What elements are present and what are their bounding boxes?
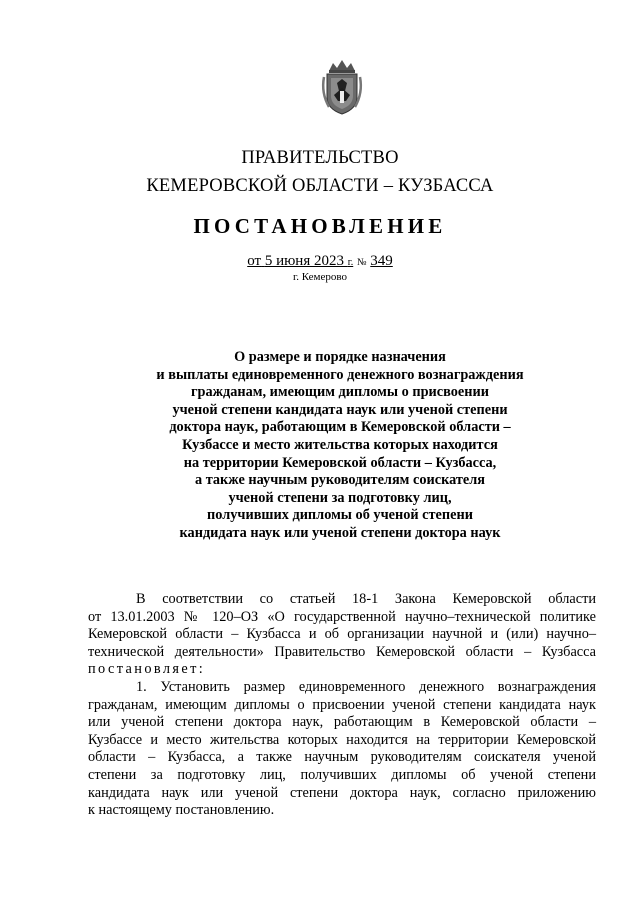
- title-line: гражданам, имеющим дипломы о присвоении: [191, 384, 489, 401]
- decree-dateline: [0, 253, 640, 270]
- government-name-line2: КЕМЕРОВСКОЙ ОБЛАСТИ – КУЗБАССА: [146, 176, 494, 196]
- title-line: Кузбассе и место жительства которых находится: [182, 436, 498, 453]
- item1-line: Кузбассе и место жительства которых находится на территории Кемеровской: [88, 731, 596, 748]
- item1-line: 1. Установить размер единовременного денежного вознаграждения: [136, 678, 596, 695]
- year-suffix: г.: [347, 257, 354, 268]
- preamble-line: В соответствии со статьей 18-1 Закона Кемеровской области: [136, 591, 596, 607]
- item1-line: или ученой степени доктора наук, работающим в Кемеровской области –: [88, 714, 596, 731]
- item1-line: гражданам, имеющим дипломы о присвоении ученой степени кандидата наук: [88, 696, 596, 713]
- title-line: ученой степени кандидата наук или ученой степени: [172, 401, 508, 418]
- coat-of-arms-icon: [317, 57, 367, 117]
- title-line: на территории Кемеровской области – Кузбасса,: [183, 454, 497, 471]
- decree-body: [88, 591, 596, 820]
- date-prefix: от: [247, 253, 262, 269]
- city: г. Кемерово: [292, 271, 348, 283]
- title-line: а также научным руководителям соискателя: [194, 472, 485, 489]
- title-line: и выплаты единовременного денежного вознаграждения: [156, 366, 524, 383]
- title-line: ученой степени за подготовку лиц,: [228, 489, 452, 506]
- preamble-line: технической деятельности» Правительство Кемеровской области – Кузбасса: [88, 643, 596, 660]
- decree-title: [120, 349, 560, 543]
- item1-line: кандидата наук или ученой степени доктора наук, согласно приложению: [88, 784, 596, 801]
- title-line: получивших дипломы об ученой степени: [207, 507, 473, 524]
- government-name-line1: ПРАВИТЕЛЬСТВО: [241, 148, 399, 168]
- item1-line: степени за подготовку лиц, получивших дипломы об ученой степени: [88, 766, 596, 783]
- document-type: ПОСТАНОВЛЕНИЕ: [193, 214, 447, 238]
- number-sign: №: [356, 257, 367, 268]
- title-line: доктора наук, работающим в Кемеровской области –: [169, 419, 511, 436]
- decree-number: 349: [370, 253, 393, 269]
- preamble-line: от 13.01.2003 № 120–ОЗ «О государственной научно–технической политике: [88, 608, 596, 625]
- title-line: кандидата наук или ученой степени доктора наук: [179, 524, 501, 541]
- title-line: О размере и порядке назначения: [234, 349, 446, 365]
- resolves-word: постановляет:: [88, 661, 206, 678]
- decree-date: 5 июня 2023: [264, 253, 344, 269]
- item1-line: области – Кузбасса, а также научным руководителям соискателя ученой: [88, 749, 596, 766]
- item1-line: к настоящему постановлению.: [88, 802, 275, 819]
- preamble-line: Кемеровской области – Кузбасса и об организации научной и (или) научно–: [88, 626, 596, 643]
